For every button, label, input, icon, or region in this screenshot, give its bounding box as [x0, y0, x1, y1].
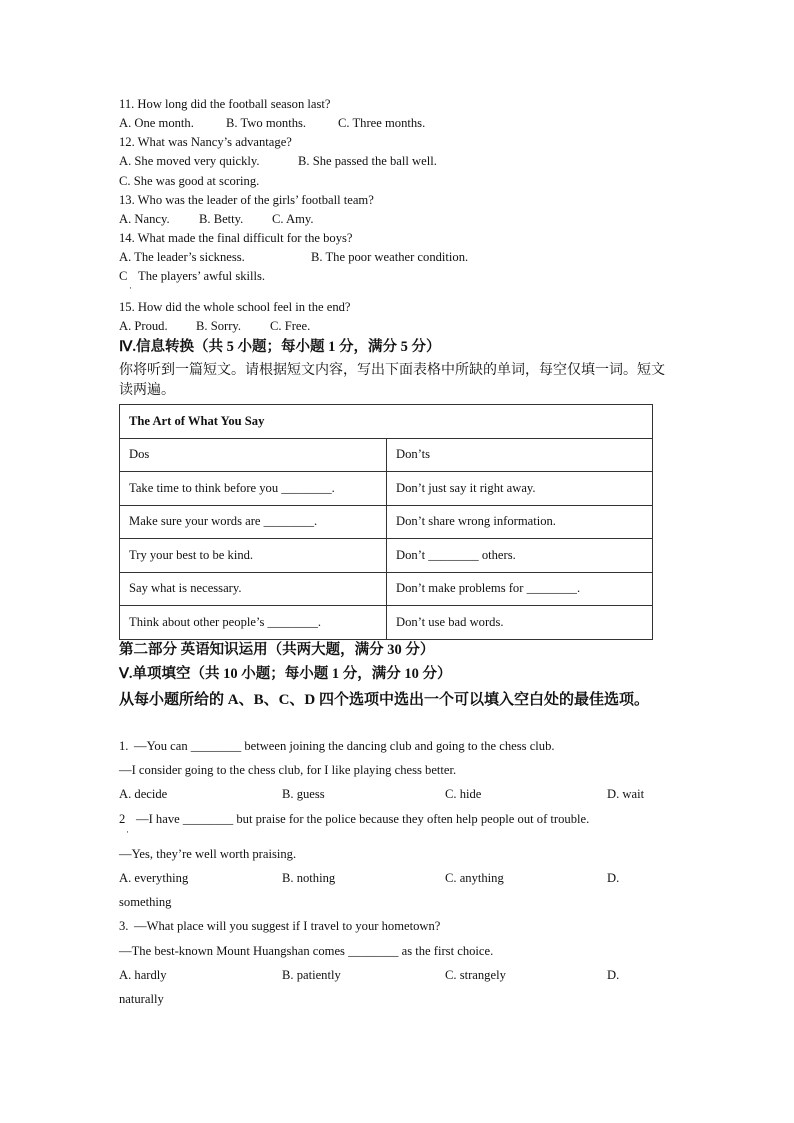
table-header-donts: Don’ts — [387, 438, 653, 472]
mc-question-1-option-c: C. hide — [445, 787, 482, 801]
mc-question-2-option-d: D. — [607, 871, 620, 885]
mc-question-3-option-d-text: naturally — [119, 992, 164, 1006]
question-15-option-b: B. Sorry. — [196, 319, 242, 333]
table-cell: Don’t use bad words. — [387, 606, 653, 640]
mc-question-3-number: 3. — [119, 919, 129, 933]
table-title: The Art of What You Say — [120, 405, 653, 439]
table-cell: Don’t share wrong information. — [387, 505, 653, 539]
section-4-heading: Ⅳ.信息转换（共 5 小题；每小题 1 分，满分 5 分） — [119, 339, 441, 355]
punctuation-dot: · — [126, 827, 129, 837]
art-of-what-you-say-table — [119, 404, 653, 640]
table-cell: Make sure your words are ________. — [120, 505, 387, 539]
mc-question-2-option-d-text: something — [119, 895, 172, 909]
question-12-option-a: A. She moved very quickly. — [119, 154, 260, 168]
question-14-stem: 14. What made the final difficult for the boys? — [119, 231, 353, 245]
section-5-heading: Ⅴ.单项填空（共 10 小题；每小题 1 分，满分 10 分） — [119, 666, 452, 682]
section-4-instruction: 你将听到一篇短文。请根据短文内容，写出下面表格中所缺的单词，每空仅填一词。短文读两遍。 — [119, 363, 665, 398]
question-11-option-a: A. One month. — [119, 116, 194, 130]
section-5-instruction: 从每小题所给的 A、B、C、D 四个选项中选出一个可以填入空白处的最佳选项。 — [119, 692, 650, 708]
mc-question-1-option-a: A. decide — [119, 787, 168, 801]
question-14-option-b: B. The poor weather condition. — [311, 250, 469, 264]
question-11-option-c: C. Three months. — [338, 116, 426, 130]
question-11-option-b: B. Two months. — [226, 116, 307, 130]
question-13-option-c: C. Amy. — [272, 212, 314, 226]
table-cell: Try your best to be kind. — [120, 539, 387, 573]
table-cell: Say what is necessary. — [120, 572, 387, 606]
table-row — [120, 539, 653, 573]
mc-question-2-option-a: A. everything — [119, 871, 189, 885]
part-2-heading: 第二部分 英语知识运用（共两大题，满分 30 分） — [119, 642, 435, 658]
mc-question-1-line-2: —I consider going to the chess club, for I like playing chess better. — [119, 763, 457, 777]
table-cell: Think about other people’s ________. — [120, 606, 387, 640]
question-13-option-a: A. Nancy. — [119, 212, 170, 226]
mc-question-3-option-d: D. — [607, 968, 620, 982]
question-14-option-a: A. The leader’s sickness. — [119, 250, 245, 264]
mc-question-3-line-1: —What place will you suggest if I travel to your hometown? — [134, 919, 441, 933]
table-cell: Don’t ________ others. — [387, 539, 653, 573]
mc-question-1-option-d: D. wait — [607, 787, 645, 801]
mc-question-3-option-b: B. patiently — [282, 968, 341, 982]
mc-question-3-line-2: —The best-known Mount Huangshan comes ________ as the first choice. — [119, 944, 494, 958]
mc-question-2-number: 2 — [119, 812, 126, 826]
mc-question-1-line-1: —You can ________ between joining the dancing club and going to the chess club. — [134, 739, 555, 753]
question-15-option-a: A. Proud. — [119, 319, 168, 333]
mc-question-2-option-b: B. nothing — [282, 871, 336, 885]
question-12-option-c: C. She was good at scoring. — [119, 174, 260, 188]
table-cell: Take time to think before you ________. — [120, 472, 387, 506]
table-header-dos: Dos — [120, 438, 387, 472]
mc-question-3-option-a: A. hardly — [119, 968, 167, 982]
table-row — [120, 572, 653, 606]
mc-question-1-number: 1. — [119, 739, 129, 753]
table-row — [120, 505, 653, 539]
question-15-option-c: C. Free. — [270, 319, 311, 333]
mc-question-2-line-2: —Yes, they’re well worth praising. — [119, 847, 297, 861]
mc-question-1-option-b: B. guess — [282, 787, 325, 801]
table-cell: Don’t make problems for ________. — [387, 572, 653, 606]
table-title-row — [120, 405, 653, 439]
punctuation-dot: · — [129, 283, 132, 293]
question-12-stem: 12. What was Nancy’s advantage? — [119, 135, 292, 149]
table-row — [120, 472, 653, 506]
question-11-stem: 11. How long did the football season last? — [119, 97, 331, 111]
mc-question-2-option-c: C. anything — [445, 871, 504, 885]
mc-question-2-line-1: —I have ________ but praise for the police because they often help people out of trouble. — [136, 812, 590, 826]
question-12-option-b: B. She passed the ball well. — [298, 154, 437, 168]
question-15-stem: 15. How did the whole school feel in the end? — [119, 300, 351, 314]
question-13-option-b: B. Betty. — [199, 212, 244, 226]
table-row — [120, 606, 653, 640]
question-14-option-c-letter: C — [119, 269, 128, 283]
question-14-option-c-text: The players’ awful skills. — [138, 269, 266, 283]
table-cell: Don’t just say it right away. — [387, 472, 653, 506]
table-header-row — [120, 438, 653, 472]
question-13-stem: 13. Who was the leader of the girls’ football team? — [119, 193, 374, 207]
mc-question-3-option-c: C. strangely — [445, 968, 506, 982]
